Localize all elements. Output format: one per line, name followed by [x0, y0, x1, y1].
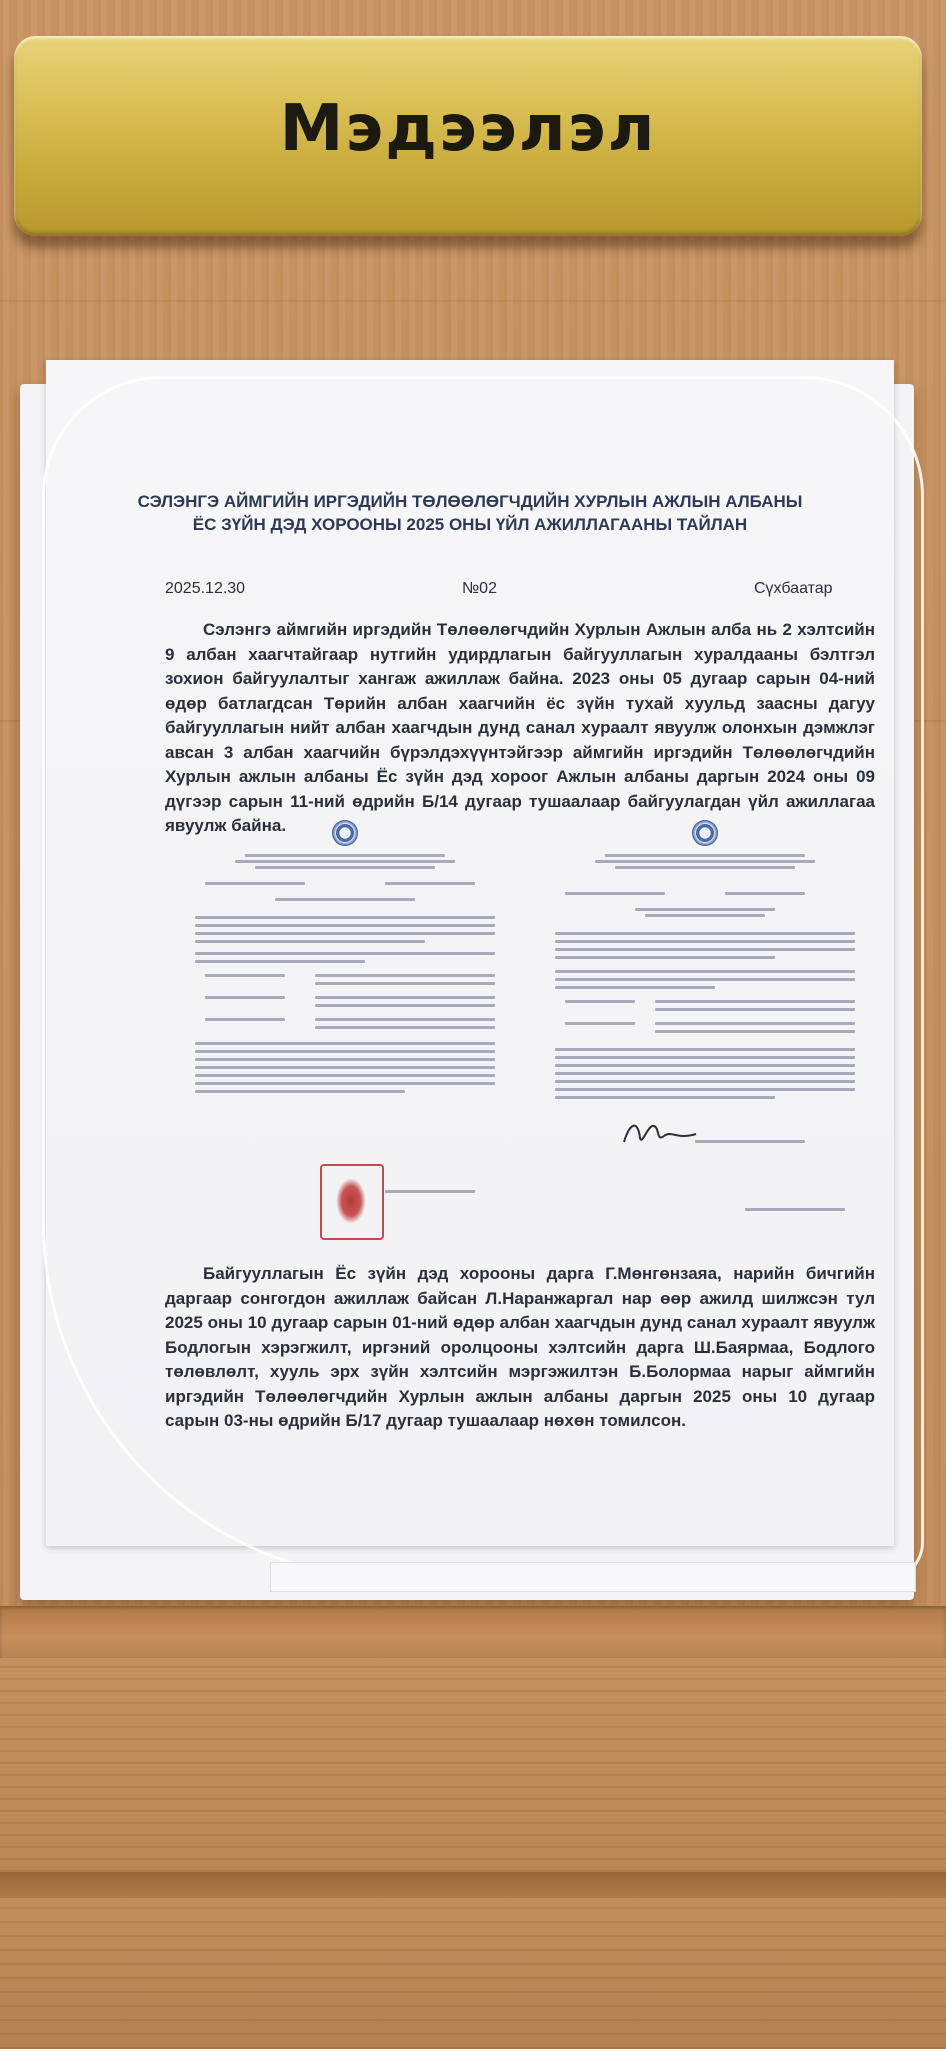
- frame-bottom-rail: [270, 1562, 916, 1592]
- wooden-shelf-face: [0, 1658, 946, 1872]
- document-paragraph-1: Сэлэнгэ аймгийн иргэдийн Төлөөлөгчдийн Хурлын Ажлын алба нь 2 хэлтсийн 9 албан хаагчтайгаар нутгийн удирдлагын байгууллагын хуралдааны бэлтгэл зохион байгуулалтыг хангаж ажиллаж байна. 2023 оны 05 дугаар сарын 04-ний өдөр батлагдсан Төрийн албан хаагчийн ёс зүйн тухай хуульд заасны дагуу байгууллагын нийт албан хаагчдын дунд санал хураалт явуулж олонхын дэмжлэг авсан 3 албан хаагчийн бүрэлдэхүүнтэйгээр аймгийн иргэдийн Төлөөлөгчдийн Хурлын ажлын албаны Ёс зүйн дэд хороог Ажлын албаны даргын 2024 оны 09 дүгээр сарын 11-ний өдрийн Б/14 дугаар тушаалаар байгуулагдан үйл ажиллагаа явуулж байна.: [165, 620, 875, 835]
- wood-grain-line: [0, 300, 946, 302]
- document-number: №02: [462, 580, 497, 597]
- red-seal-stamp-icon: [320, 1164, 384, 1240]
- document-place: Сүхбаатар: [754, 580, 833, 597]
- state-emblem-icon: [332, 820, 358, 846]
- state-emblem-icon: [692, 820, 718, 846]
- document-title-line-1: СЭЛЭНГЭ АЙМГИЙН ИРГЭДИЙН ТӨЛӨӨЛӨГЧДИЙН ХУРЛЫН АЖЛЫН АЛБАНЫ: [137, 492, 803, 511]
- brass-sign-plate: [14, 36, 922, 236]
- wooden-shelf-edge: [0, 1872, 946, 1898]
- wooden-cabinet-lower: [0, 1898, 946, 2049]
- document-paragraph-2: Байгууллагын Ёс зүйн дэд хорооны дарга Г.Мөнгөнзаяа, нарийн бичгийн даргаар сонгогдон ажиллаж байсан Л.Наранжаргал нар өөр ажилд шилжсэн тул 2025 оны 10 дугаар сарын 01-ний өдөр албан хаагчдын дунд санал хураалт явуулж Бодлогын хэрэгжилт, иргэний оролцооны хэлтсийн дарга Ш.Баярмаа, Бодлого төлөвлөлт, хууль эрх зүйн хэлтсийн мэргэжилтэн Б.Болормаа нарыг аймгийн иргэдийн Төлөөлөгчдийн Хурлын ажлын албаны даргын 2025 оны 10 дугаар сарын 03-ны өдрийн Б/17 дугаар тушаалаар нөхөн томилсон.: [165, 1264, 875, 1430]
- signature-icon: [620, 1112, 700, 1152]
- embedded-order-right: [545, 820, 865, 1200]
- embedded-order-left: [185, 820, 505, 1200]
- document-date: 2025.12.30: [165, 580, 246, 597]
- document-title-line-2: ЁС ЗҮЙН ДЭД ХОРООНЫ 2025 ОНЫ ҮЙЛ АЖИЛЛАГААНЫ ТАЙЛАН: [192, 515, 748, 534]
- wooden-shelf-top: [0, 1606, 946, 1658]
- sign-title: Мэдээлэл: [279, 92, 657, 166]
